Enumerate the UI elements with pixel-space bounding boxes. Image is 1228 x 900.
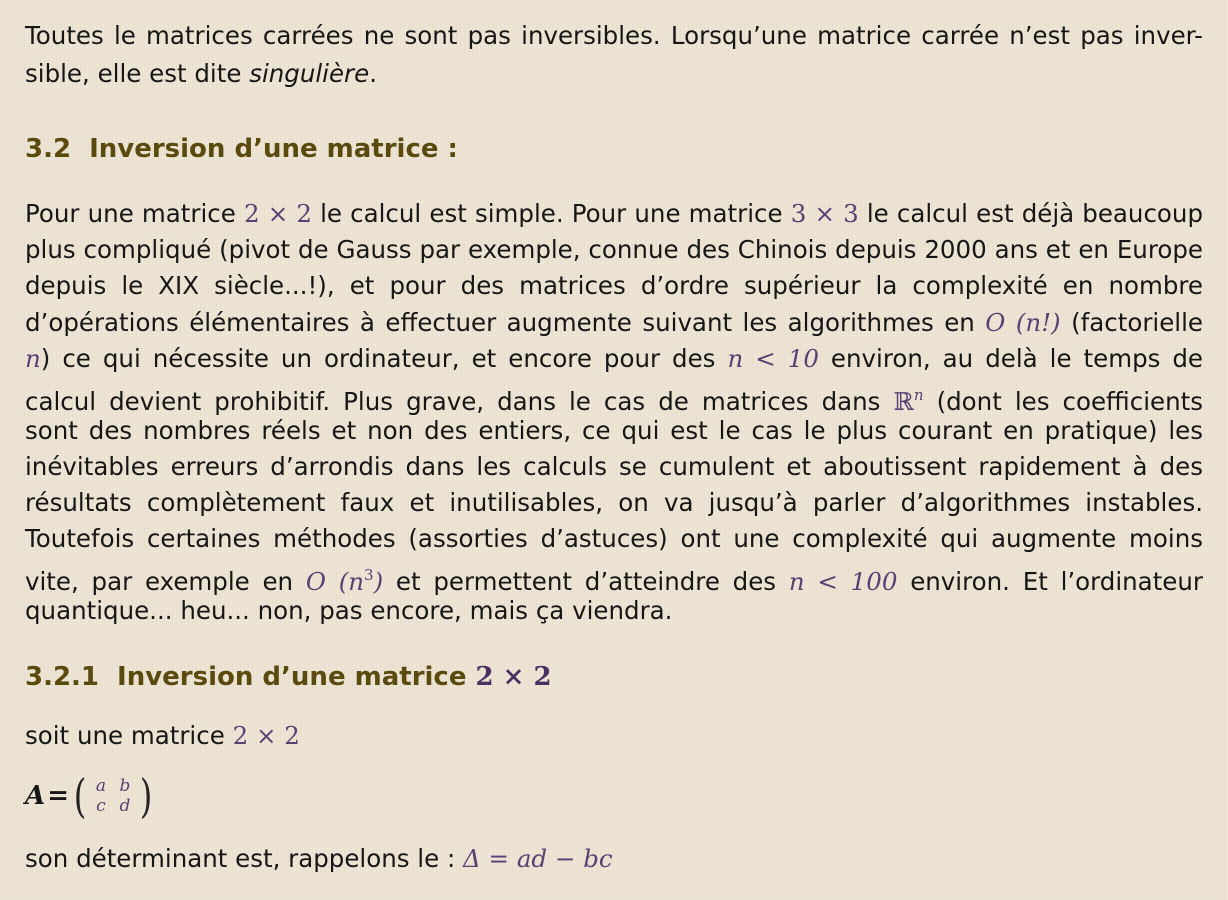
paragraph-line-last: quantique... heu... non, pas encore, mais ça viendra. — [25, 596, 673, 625]
paragraph-line: plus compliqué (pivot de Gauss par exemple, connue des Chinois depuis 2000 ans et en Europe — [25, 235, 1203, 264]
matrix-definition — [25, 768, 155, 824]
matrix-entry-d: d — [119, 796, 131, 816]
subsection-heading — [25, 662, 552, 692]
paragraph-line: résultats complètement faux et inutilisables, on va jusqu’à parler d’algorithmes instables. — [25, 488, 1203, 517]
singuliere-term: singulière — [249, 59, 370, 88]
determinant-line: son déterminant est, rappelons le : Δ = ad − bc — [25, 844, 613, 873]
matrix-entry-a: a — [95, 776, 106, 796]
matrix-name: A — [25, 781, 46, 811]
paragraph-line: Pour une matrice 2 × 2 le calcul est simple. Pour une matrice 3 × 3 le calcul est déjà beaucoup — [25, 199, 1204, 228]
intro-line-2: sible, elle est dite singulière. — [25, 59, 377, 88]
determinant-formula: Δ = ad − bc — [463, 844, 613, 873]
matrix-entry-b: b — [119, 776, 131, 796]
paragraph-line: vite, par exemple en O $(n^3)$ et permettent d’atteindre des n < 100 environ. Et l’ordinateur — [25, 566, 1203, 596]
paragraph-line: depuis le XIX siècle...!), et pour des matrices d’ordre supérieur la complexité en nombre — [25, 271, 1203, 300]
subsection-title-math: 2 × 2 — [475, 662, 552, 692]
right-paren: ) — [139, 769, 153, 823]
soit-line: soit une matrice 2 × 2 — [25, 721, 300, 750]
paragraph-line: inévitables erreurs d’arrondis dans les calculs se cumulent et aboutissent rapidement à des — [25, 452, 1203, 481]
paragraph-line: calcul devient prohibitif. Plus grave, dans le cas de matrices dans ℝ$^n$ (dont les coefficients — [25, 386, 1203, 416]
section-number: 3.2 — [25, 134, 72, 164]
subsection-number: 3.2.1 — [25, 662, 100, 692]
equals-sign: = — [47, 781, 69, 811]
subsection-title: Inversion d’une matrice — [117, 662, 476, 692]
section-title: Inversion d’une matrice : — [89, 134, 458, 164]
left-paren: ( — [73, 769, 87, 823]
intro-line-1: Toutes le matrices carrées ne sont pas inversibles. Lorsqu’une matrice carrée n’est pas inver- — [25, 21, 1203, 50]
matrix-entry-c: c — [96, 796, 106, 816]
paragraph-line: sont des nombres réels et non des entiers, ce qui est le cas le plus courant en pratique) les — [25, 416, 1203, 445]
paragraph-line: d’opérations élémentaires à effectuer augmente suivant les algorithmes en O (n!) (factorielle — [25, 308, 1203, 337]
section-heading — [25, 134, 458, 164]
paragraph-line: Toutefois certaines méthodes (assorties d’astuces) ont une complexité qui augmente moins — [25, 524, 1203, 553]
matrix-entries — [89, 776, 137, 816]
paragraph-line: n) ce qui nécessite un ordinateur, et encore pour des n < 10 environ, au delà le temps de — [25, 344, 1204, 373]
